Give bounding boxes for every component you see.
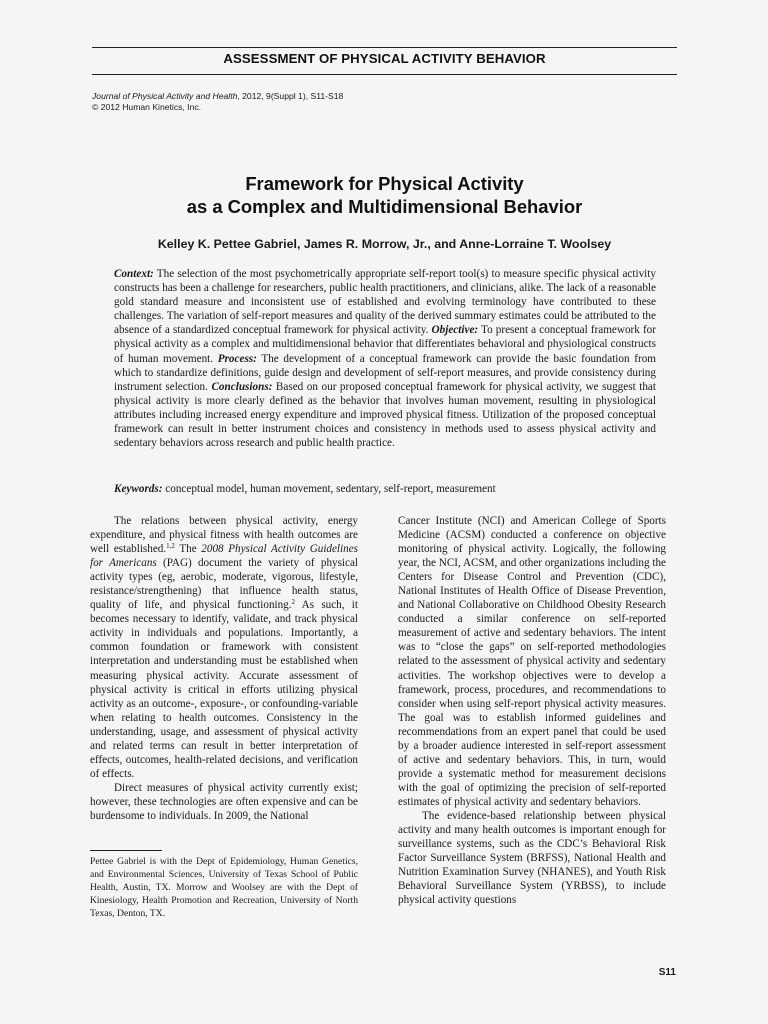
- body-column-left: [90, 514, 358, 823]
- article-title: [92, 172, 677, 218]
- p1-text-a: The relations between physical activity, energy expenditure, and physical fitness with health outcomes are well established.: [90, 515, 358, 556]
- section-heading: ASSESSMENT OF PHYSICAL ACTIVITY BEHAVIOR: [223, 51, 546, 66]
- journal-citation: [92, 91, 492, 113]
- process-text: The development of a conceptual framework can provide the basic foundation from which to standardize definitions, guide design and development of self-report measures, and provide consistency during instrument selection.: [114, 352, 656, 393]
- keywords: [114, 482, 656, 496]
- title-line-1: Framework for Physical Activity: [245, 173, 524, 194]
- context-text: The selection of the most psychometrically appropriate self-report tool(s) to measure specific physical activity constructs has been a challenge for researchers, public health practitioners, and clinicians, alike. The lack of a reasonable gold standard measure and inconsistent use of established and evolving terminology have contributed to these challenges. The variation of self-report measures and quality of the derived summary estimates could be attributed to the absence of a standardized conceptual framework for physical activity.: [114, 268, 656, 337]
- objective-label: Objective:: [431, 324, 479, 337]
- page-number: S11: [658, 967, 676, 978]
- p1-text-d: As such, it becomes necessary to identify, validate, and track physical activity in individuals and populations. Importantly, a common foundation or framework with consistent interpretation and understanding must be established when measuring physical activity. Accurate assessment of physical activity is critical in efforts utilizing physical activity as an outcome-, exposure-, or confounding-variable when relating to health outcomes. Consistency in the understanding, usage, and assessment of physical activity and related terms can result in better interpretation of effects, outcomes, health-related decisions, and verification of effects.: [90, 599, 358, 780]
- copyright: © 2012 Human Kinetics, Inc.: [92, 102, 202, 112]
- context-label: Context:: [114, 268, 154, 280]
- citation-ref: 1,2: [166, 542, 175, 551]
- body-paragraph-2: Direct measures of physical activity currently exist; however, these technologies are often expensive and can be burdensome to individuals. In 2009, the National: [90, 781, 358, 822]
- body-paragraph-3: The evidence-based relationship between physical activity and many health outcomes is important enough for surveillance systems, such as the CDC’s Behavioral Risk Factor Surveillance System (BRFSS), National Health and Nutrition Examination Survey (NHANES), and Youth Risk Behavioral Surveillance System (YRBSS), to include physical activity questions: [398, 809, 666, 907]
- citation-ref: 2: [291, 598, 296, 607]
- journal-volume: , 2012, 9(Suppl 1), S11-S18: [237, 91, 344, 101]
- body-paragraph-2-continued: Cancer Institute (NCI) and American College of Sports Medicine (ACSM) conducted a conference on objective monitoring of physical activity. Logically, the following year, the NCI, ACSM, and other organizations including the Centers for Disease Control and Prevention (CDC), National Institutes of Health Office of Disease Prevention, and National Collaborative on Childhood Obesity Research conducted a similar conference on self-reported measurement of active and sedentary behaviors. The intent was to “close the gaps” on self-reported methodologies related to the assessment of physical activity and sedentary activities. The workshop objectives were to develop a framework, process, procedures, and recommendations to consider when using self-report physical activity measures. The goal was to establish informed guidelines and recommendations from an expert panel that could be used by a broader audience interested in self-report assessment of active and sedentary behaviors. This, in turn, would provide a systematic method for measurement decisions with the goal of optimizing the precision of self-reported estimates of physical activity and sedentary behaviors.: [398, 515, 666, 808]
- footnote-rule: [90, 850, 162, 851]
- header-bottom-rule: [92, 74, 677, 75]
- p1-text-c: (PAG) document the variety of physical activity types (eg, aerobic, moderate, vigorous, lifestyle, resistance/strengthening) that influence health status, quality of life, and physical functioning.: [90, 557, 358, 612]
- objective-text: To present a conceptual framework for physical activity as a complex and multidimensional behavior that differentiates behavioral and physiological constructs of human movement.: [114, 324, 656, 365]
- author-list: Kelley K. Pettee Gabriel, James R. Morrow, Jr., and Anne-Lorraine T. Woolsey: [157, 237, 612, 251]
- title-line-2: as a Complex and Multidimensional Behavior: [186, 196, 583, 217]
- guidelines-title: 2008 Physical Activity Guidelines for Americans: [90, 543, 358, 570]
- body-paragraph-1: [90, 514, 358, 781]
- p1-text-b: The: [174, 543, 202, 556]
- keywords-label: Keywords:: [114, 483, 163, 495]
- keywords-text: conceptual model, human movement, sedentary, self-report, measurement: [162, 483, 496, 495]
- abstract: [114, 267, 656, 450]
- body-column-right: [398, 514, 666, 907]
- conclusions-label: Conclusions:: [211, 380, 273, 393]
- header-top-rule: [92, 47, 677, 48]
- process-label: Process:: [217, 352, 257, 365]
- journal-name: Journal of Physical Activity and Health: [92, 91, 238, 101]
- conclusions-text: Based on our proposed conceptual framework for physical activity, we suggest that physical activity is more clearly defined as the behavior that involves human movement, resulting in physiological attributes including increased energy expenditure and improved physical fitness. Utilization of the proposed conceptual framework can result in better instrument choices and consistency in methods used to assess physical activity and sedentary behaviors across research and public health practice.: [114, 380, 656, 450]
- author-affiliation-footnote: Pettee Gabriel is with the Dept of Epidemiology, Human Genetics, and Environmental Sciences, University of Texas School of Public Health, Austin, TX. Morrow and Woolsey are with the Dept of Kinesiology, Health Promotion and Recreation, University of North Texas, Denton, TX.: [90, 856, 358, 919]
